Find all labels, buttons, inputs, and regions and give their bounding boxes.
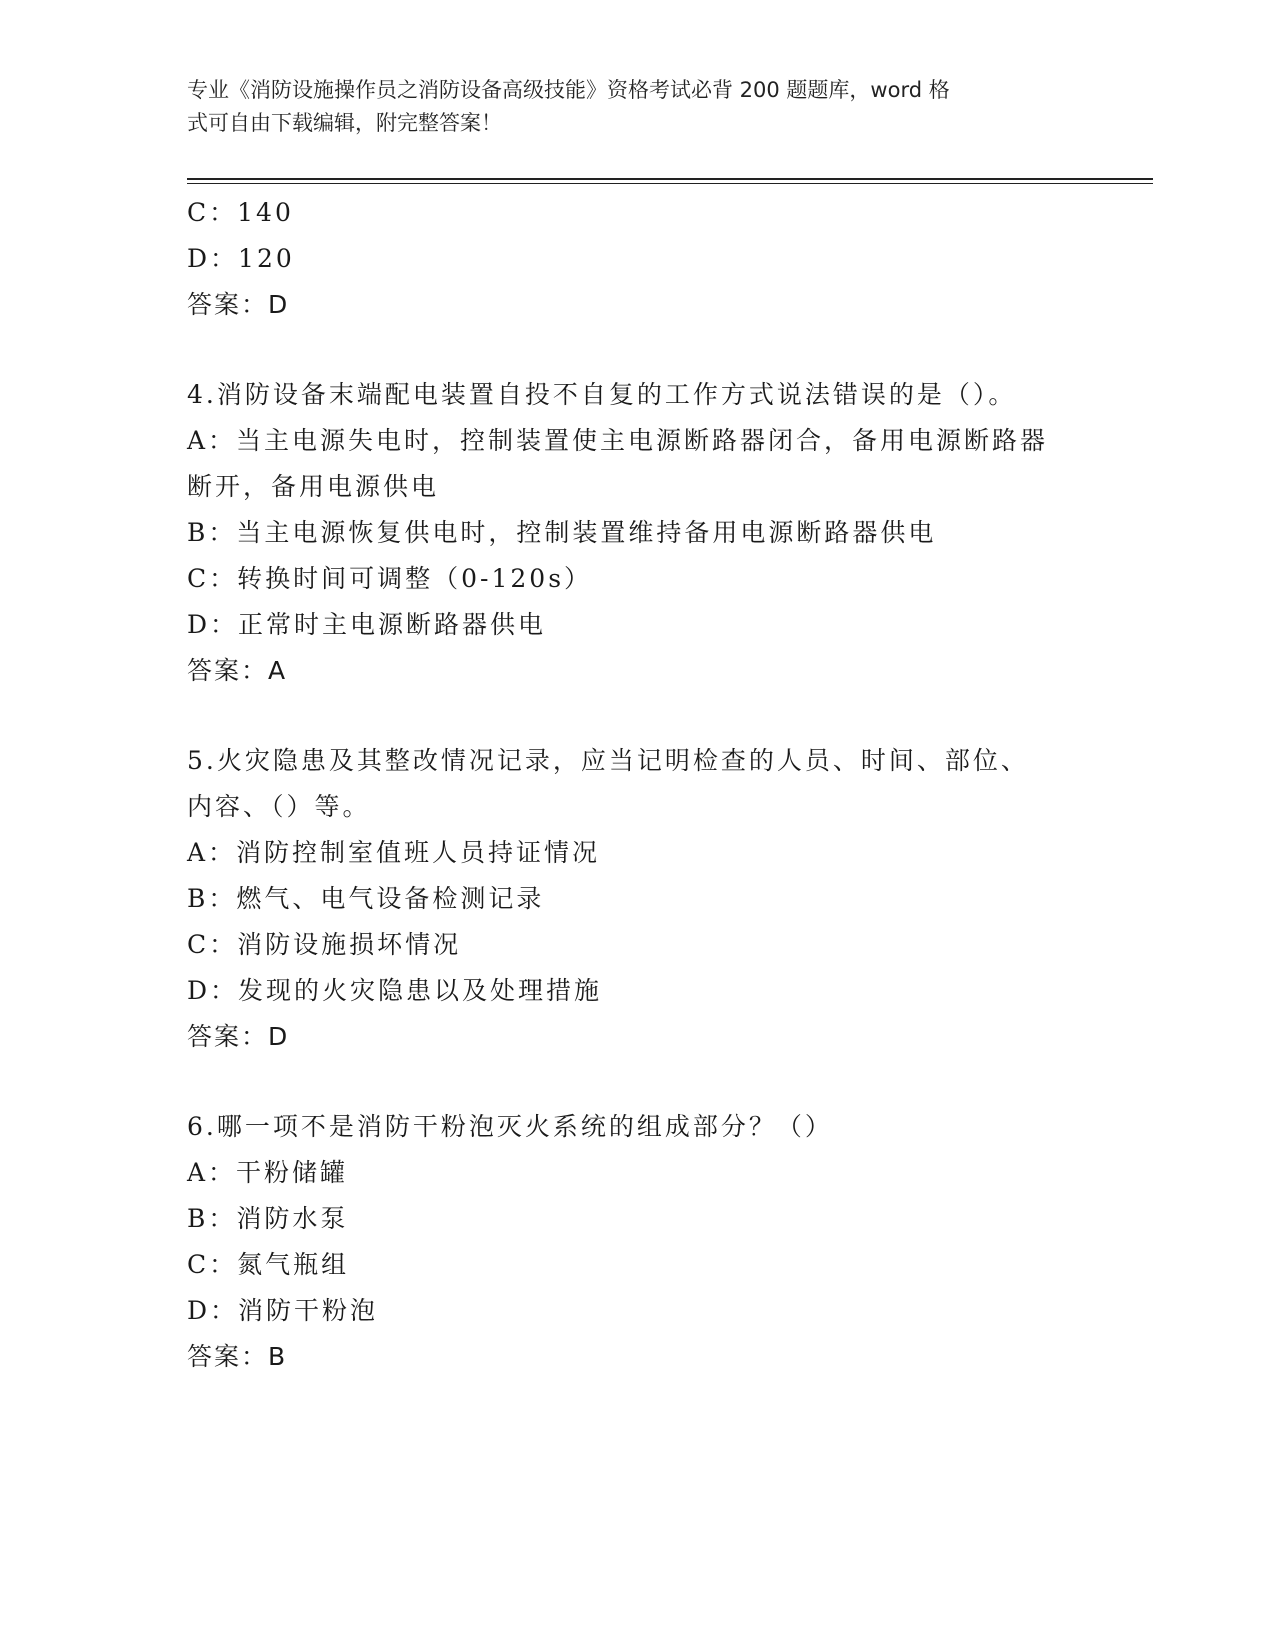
option-a: A：干粉储罐 bbox=[187, 1158, 349, 1187]
question-spacer bbox=[187, 694, 1087, 738]
question-stem: 5.火灾隐患及其整改情况记录，应当记明检查的人员、时间、部位、 bbox=[187, 746, 1029, 775]
question-6 bbox=[187, 1104, 1087, 1380]
question-list bbox=[187, 190, 1087, 1380]
option-d: D：消防干粉泡 bbox=[187, 1296, 379, 1325]
option-c: C：转换时间可调整（0-120s） bbox=[187, 564, 593, 593]
option-c: C：氮气瓶组 bbox=[187, 1250, 350, 1279]
option-b: B：消防水泵 bbox=[187, 1204, 349, 1233]
answer-line: 答案：A bbox=[187, 656, 288, 685]
question-stem: 4.消防设备末端配电装置自投不自复的工作方式说法错误的是（）。 bbox=[187, 380, 1017, 409]
document-header bbox=[187, 74, 1067, 140]
question-spacer bbox=[187, 1060, 1087, 1104]
option-d: D：正常时主电源断路器供电 bbox=[187, 610, 547, 639]
option-a: A：当主电源失电时，控制装置使主电源断路器闭合，备用电源断路器 bbox=[187, 426, 1049, 455]
option-d: D：120 bbox=[187, 244, 295, 273]
option-b: B：当主电源恢复供电时，控制装置维持备用电源断路器供电 bbox=[187, 518, 937, 547]
option-a: A：消防控制室值班人员持证情况 bbox=[187, 838, 601, 867]
question-spacer bbox=[187, 328, 1087, 372]
option-c: C：140 bbox=[187, 198, 294, 227]
option-a-continued: 断开，备用电源供电 bbox=[187, 472, 440, 501]
question-3-tail bbox=[187, 190, 1087, 328]
header-line-2: 式可自由下载编辑，附完整答案！ bbox=[187, 111, 502, 135]
header-line-1: 专业《消防设施操作员之消防设备高级技能》资格考试必背 200 题题库，word 格 bbox=[187, 78, 950, 102]
question-4 bbox=[187, 372, 1087, 694]
question-stem-continued: 内容、（）等。 bbox=[187, 792, 371, 821]
answer-line: 答案：D bbox=[187, 1022, 290, 1051]
option-c: C：消防设施损坏情况 bbox=[187, 930, 462, 959]
question-stem: 6.哪一项不是消防干粉泡灭火系统的组成部分？（） bbox=[187, 1112, 833, 1141]
answer-line: 答案：B bbox=[187, 1342, 288, 1371]
option-b: B：燃气、电气设备检测记录 bbox=[187, 884, 545, 913]
header-divider-thin bbox=[187, 183, 1153, 184]
option-d: D：发现的火灾隐患以及处理措施 bbox=[187, 976, 603, 1005]
answer-line: 答案：D bbox=[187, 290, 290, 319]
header-divider-thick bbox=[187, 178, 1153, 181]
question-5 bbox=[187, 738, 1087, 1060]
